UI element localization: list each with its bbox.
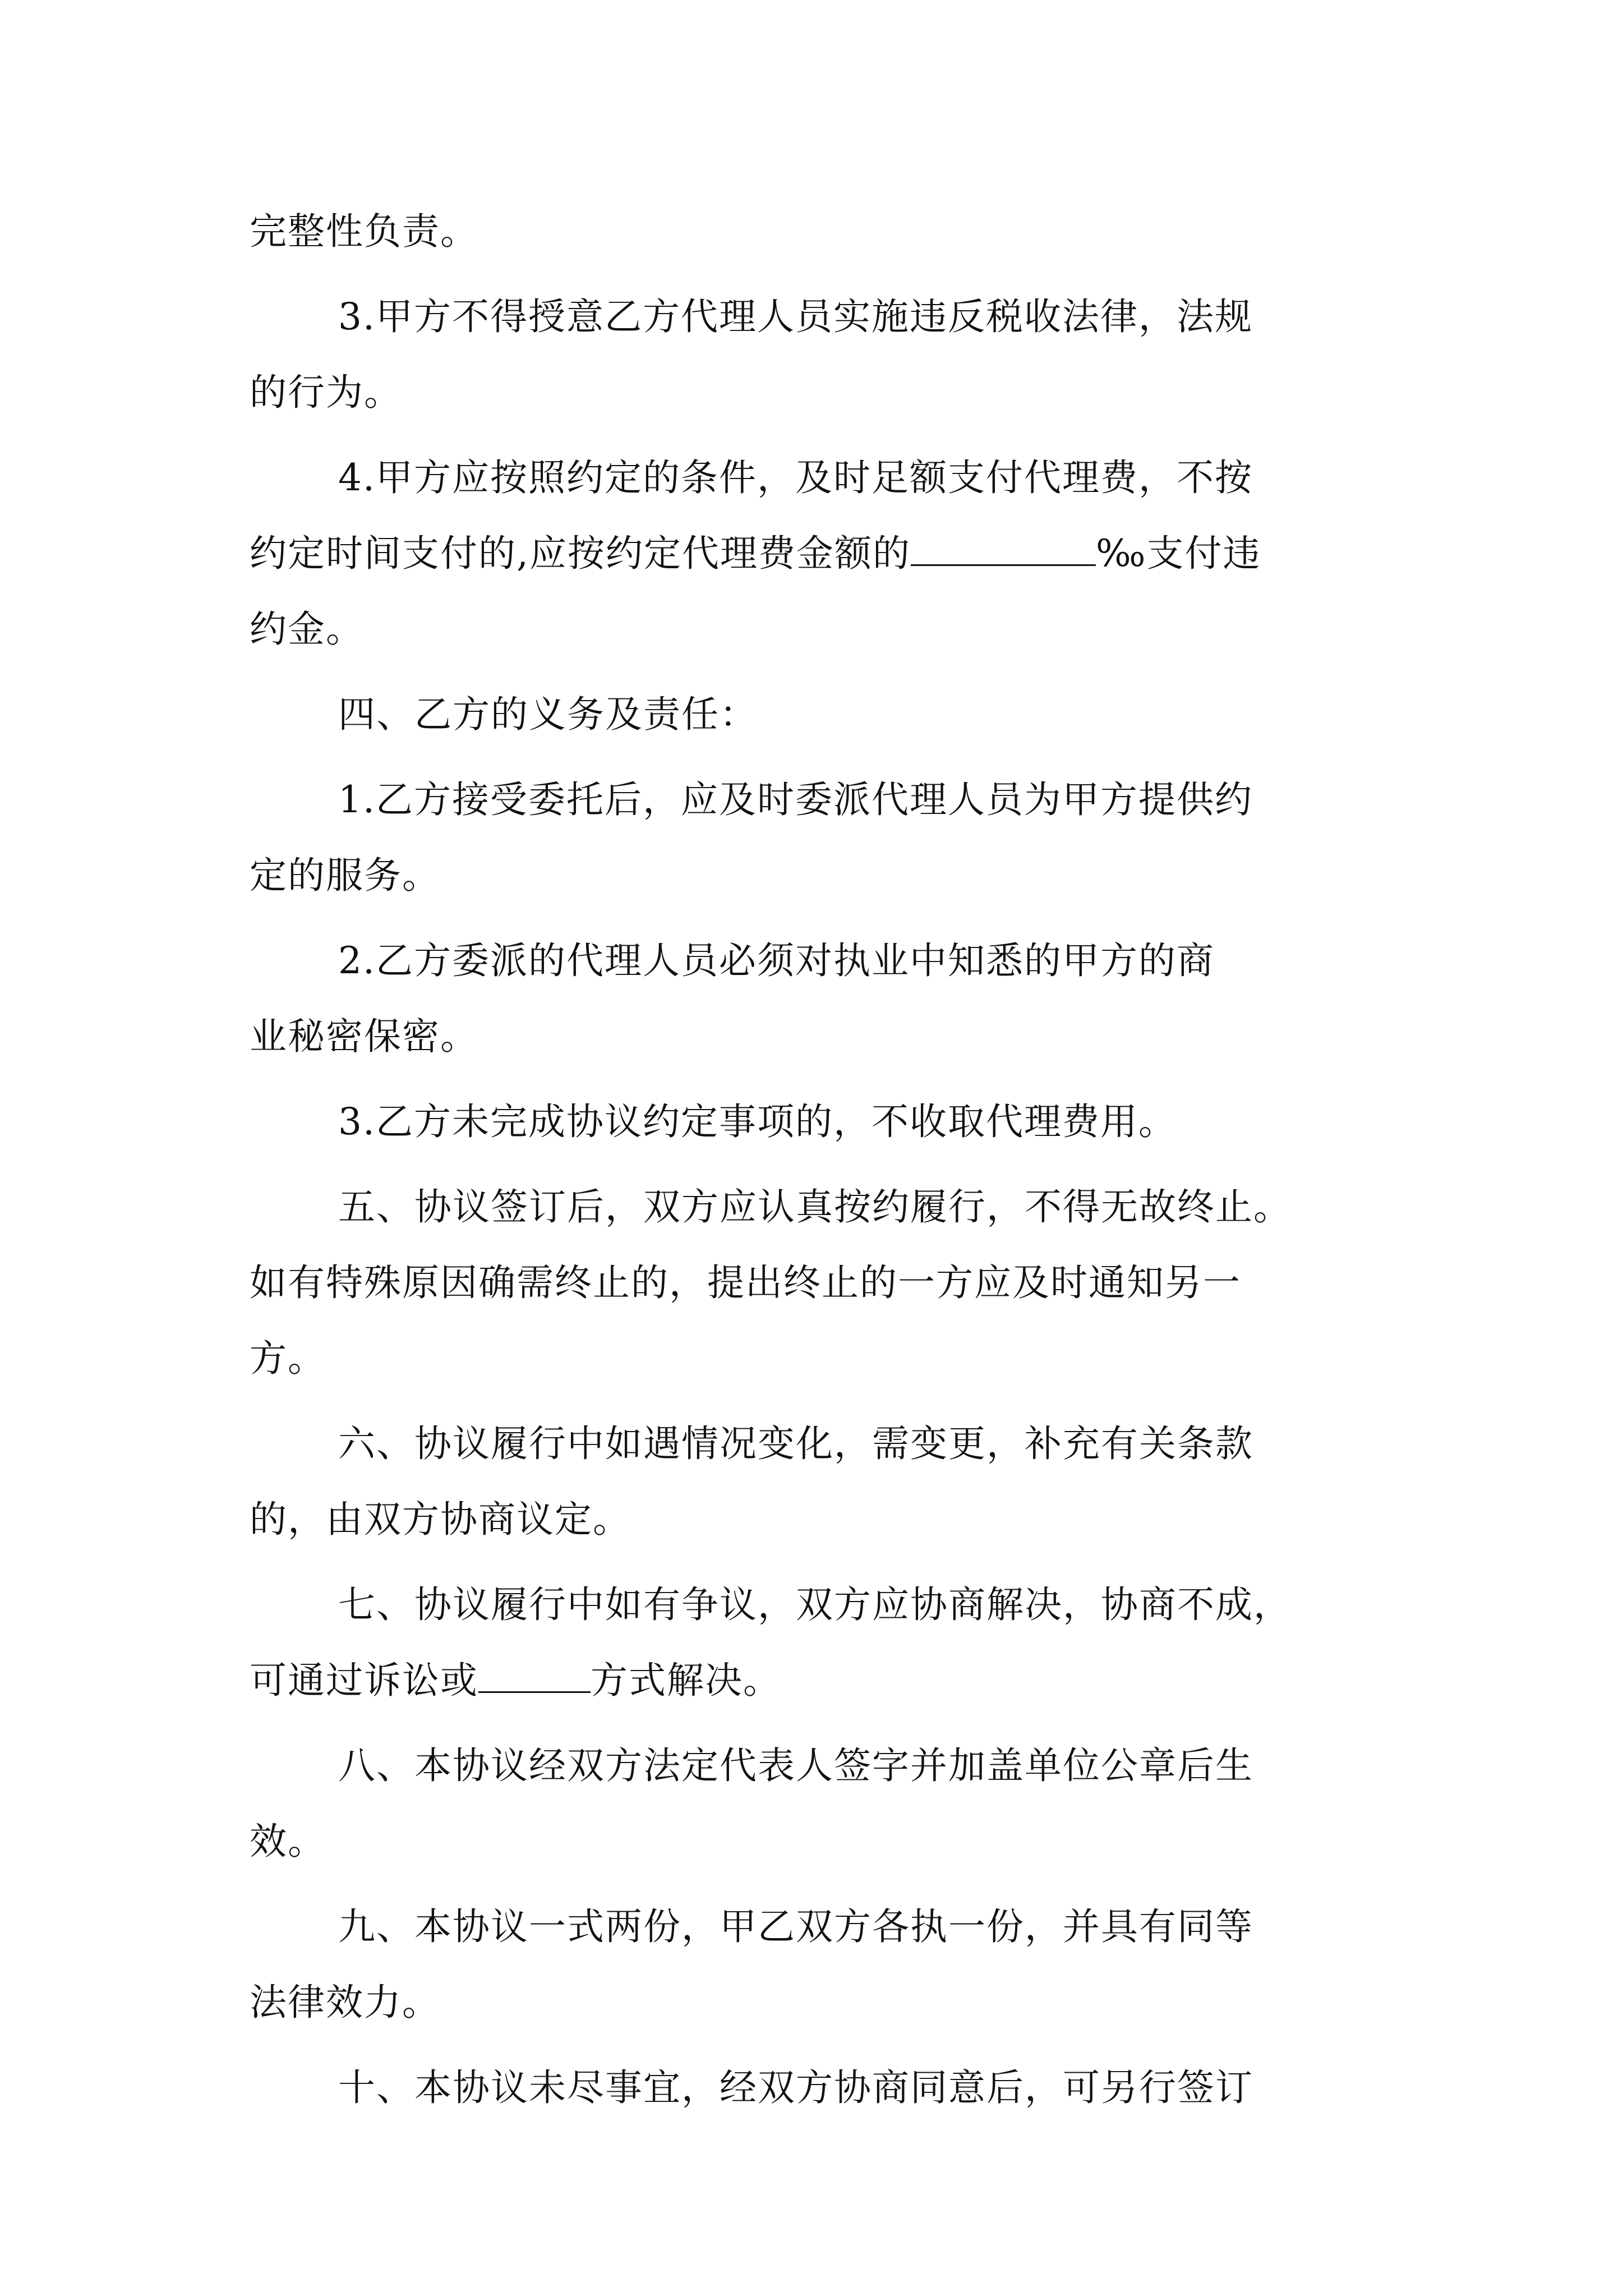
line-text: 七、协议履行中如有争议，双方应协商解决，协商不成， (338, 1583, 1292, 1626)
text-line (250, 1964, 1388, 2040)
penalty-rate-blank[interactable] (911, 533, 1096, 566)
clause-2-party-b (250, 923, 1388, 999)
section-7 (250, 1567, 1388, 1642)
text-line (250, 1481, 1388, 1557)
section-8 (250, 1728, 1388, 1803)
line-text: 八、本协议经双方法定代表人签字并加盖单位公章后生 (338, 1744, 1253, 1787)
section-5 (250, 1169, 1388, 1245)
line-text: 可通过诉讼或 (250, 1659, 478, 1702)
text-line-with-blank (250, 1642, 1388, 1718)
text-line (250, 1320, 1388, 1396)
section-10 (250, 2050, 1388, 2125)
line-text: 六、协议履行中如遇情况变化，需变更，补充有关条款 (338, 1422, 1253, 1465)
line-text: 方。 (250, 1337, 326, 1380)
clause-4-party-a (250, 440, 1388, 516)
line-text: 的行为。 (250, 371, 402, 414)
line-text: 3.乙方未完成协议约定事项的，不收取代理费用。 (338, 1100, 1177, 1143)
document-page (250, 194, 1388, 2125)
line-text: 九、本协议一式两份，甲乙双方各执一份，并具有同等 (338, 1905, 1253, 1948)
line-text: 约金。 (250, 608, 364, 651)
section-6 (250, 1406, 1388, 1481)
text-line (250, 194, 1388, 269)
line-text: 方式解决。 (591, 1659, 781, 1702)
text-line (250, 355, 1388, 430)
section-9 (250, 1889, 1388, 1964)
section-heading-4 (250, 677, 1388, 752)
line-text: 3.甲方不得授意乙方代理人员实施违反税收法律，法规 (338, 295, 1253, 338)
text-line (250, 1245, 1388, 1320)
line-text: 的，由双方协商议定。 (250, 1498, 631, 1541)
line-text: 2.乙方委派的代理人员必须对执业中知悉的甲方的商 (338, 939, 1215, 982)
line-text: 4.甲方应按照约定的条件，及时足额支付代理费，不按 (338, 456, 1253, 499)
clause-1-party-b (250, 762, 1388, 838)
text-line-with-blank (250, 516, 1388, 591)
line-text: 定的服务。 (250, 854, 440, 897)
dispute-method-blank[interactable] (478, 1660, 591, 1693)
line-text: 1.乙方接受委托后，应及时委派代理人员为甲方提供约 (338, 778, 1253, 821)
clause-3-party-a (250, 279, 1388, 355)
line-text: 完整性负责。 (250, 210, 478, 253)
line-text: 法律效力。 (250, 1981, 440, 2024)
text-line (250, 999, 1388, 1074)
clause-3-party-b (250, 1084, 1388, 1159)
line-text: 十、本协议未尽事宜，经双方协商同意后，可另行签订 (338, 2066, 1253, 2109)
text-line (250, 591, 1388, 667)
line-text: 四、乙方的义务及责任： (338, 693, 758, 736)
line-text: ‰支付违 (1095, 532, 1261, 575)
text-line (250, 1803, 1388, 1879)
line-text: 五、协议签订后，双方应认真按约履行，不得无故终止。 (338, 1185, 1292, 1228)
line-text: 如有特殊原因确需终止的，提出终止的一方应及时通知另一 (250, 1261, 1241, 1304)
line-text: 效。 (250, 1820, 326, 1863)
line-text: 约定时间支付的,应按约定代理费金额的 (250, 532, 911, 575)
line-text: 业秘密保密。 (250, 1015, 478, 1058)
text-line (250, 838, 1388, 913)
